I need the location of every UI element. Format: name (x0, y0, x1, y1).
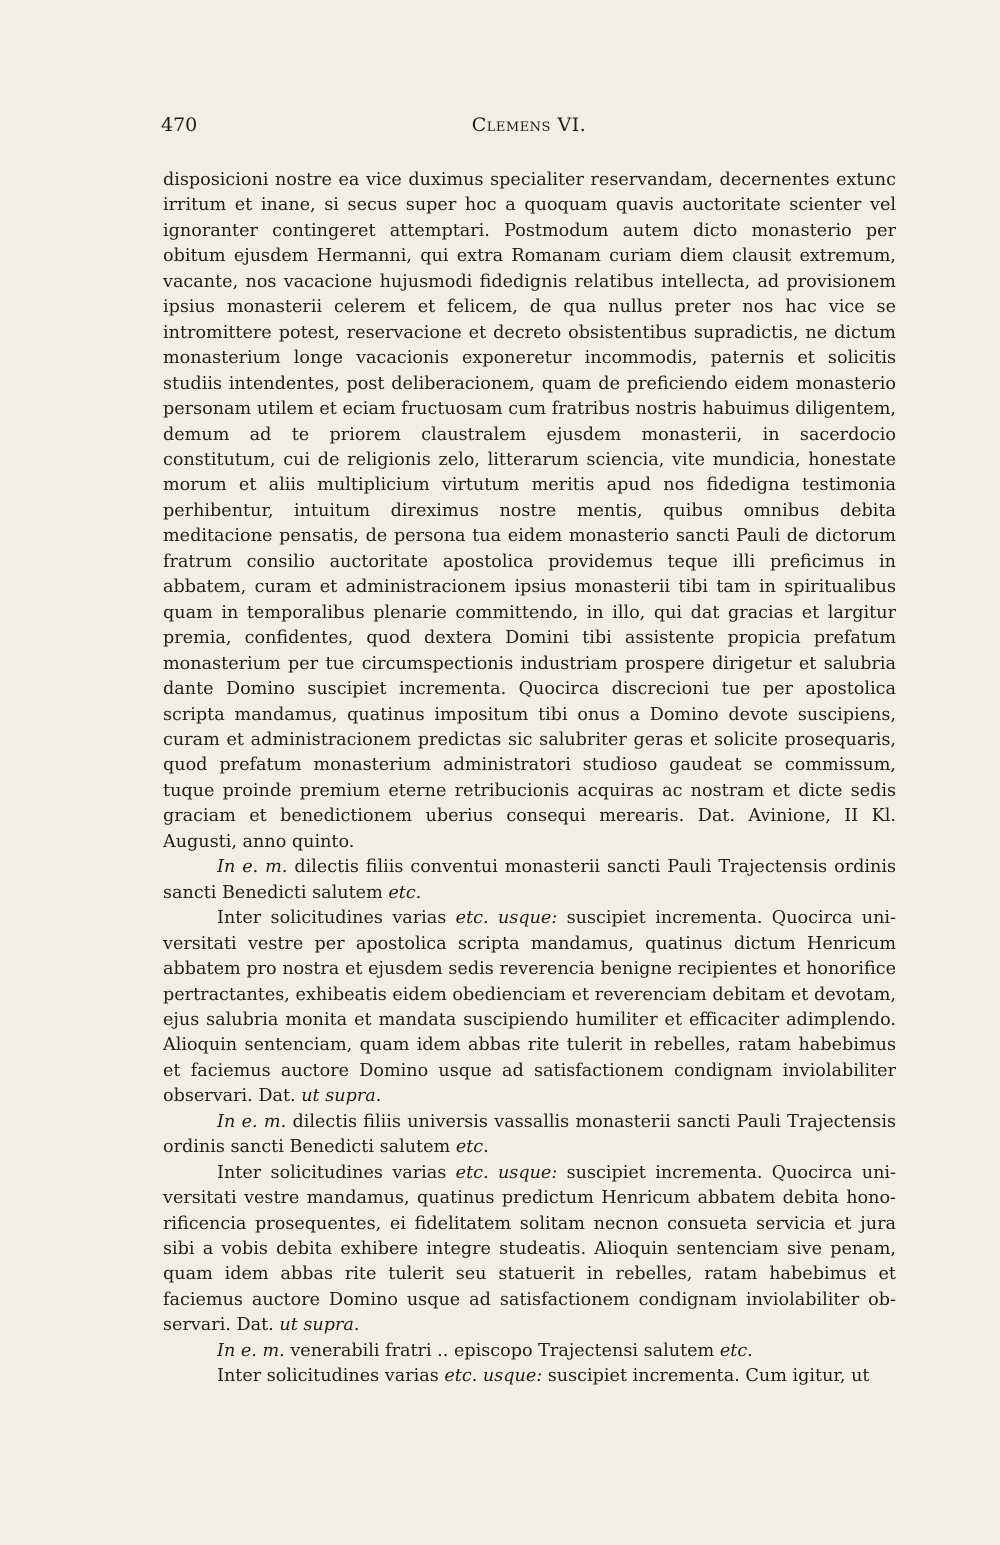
text-segment: dilectis filiis conventui monasterii sancti Pauli Trajectensis ordinis sancti Benedicti salutem (163, 857, 897, 903)
text-segment: suscipiet incrementa. Cum igitur, ut (542, 1366, 870, 1387)
text-segment: disposicioni nostre ea vice duximus specialiter reservandam, decernentes extunc irritum et inane, si secus super hoc a quoquam quavis auctoritate scienter vel ignoranter contingeret attemptari. Postmodum autem dicto monasterio per obitum ejusdem Hermanni, qui extra Romanam curiam diem clausit extremum, vacante, nos vacacione hujusmodi fidedignis relatibus intellecta, ad provisionem ipsius monasterii celerem et felicem, de qua nullus preter nos hac vice se intromittere potest, reservacione et decreto obsistentibus supradictis, ne dictum monasterium longe vacacionis exponeretur incommodis, paternis et solicitis studiis intendentes, post deliberacionem, quam de preficiendo eidem monasterio personam utilem et eciam fructuosam cum fratribus nostris habuimus diligentem, demum ad te priorem claustralem ejusdem monasterii, in sacerdocio constitutum, cui de religionis zelo, litterarum sciencia, vite mundicia, honestate morum et aliis multiplicium virtutum meritis apud nos fidedigna testimonia perhibentur, intuitum direximus nostre mentis, quibus omnibus debita meditacione pensatis, de persona tua eidem monasterio sancti Pauli de dictorum fratrum consilio auctoritate apostolica providemus teque illi preficimus in abbatem, curam et administracionem ipsius monasterii tibi tam in spiritualibus quam in temporalibus plenarie committendo, in illo, qui dat gracias et largitur premia, confidentes, quod dextera Domini tibi assistente propicia prefatum monasterium per tue circumspectionis industriam prospere dirigetur et salubria dante Domino suscipiet incrementa. Quocirca discrecioni tue per apostolica scripta mandamus, quatinus impositum tibi onus a Domino devote suscipiens, curam et administracionem predictas sic salubriter geras et solicite prosequaris, quod prefatum monasterium administratori studioso gaudeat se commissum, tuque proinde premium eterne retribucionis acquiras ac nostram et dicte sedis graciam et benedictionem uberius consequi merearis. Dat. Avinione, II Kl. Augusti, anno quinto. (163, 170, 896, 852)
paragraph (163, 1161, 896, 1339)
text-segment: dilectis filiis universis vassallis monasterii sancti Pauli Trajectensis ordinis sancti Benedicti salutem (163, 1111, 896, 1158)
page-header (161, 114, 897, 144)
paragraph (163, 855, 896, 906)
text-segment-italic: etc. (719, 1340, 753, 1361)
text-segment-italic: ut supra. (279, 1315, 360, 1336)
text-segment-italic: In e. m. (217, 1111, 287, 1132)
paragraph (163, 168, 896, 855)
paragraph (163, 906, 896, 1110)
text-segment-italic: In e. m. (217, 857, 288, 878)
text-segment-italic: ut supra. (301, 1086, 382, 1107)
text-segment-italic: etc. (455, 1137, 489, 1158)
running-head: Clemens VI. (471, 114, 587, 136)
text-segment-italic: etc. usque: (455, 1162, 558, 1183)
page-number: 470 (161, 114, 198, 136)
body-text (163, 168, 896, 1390)
text-segment: venerabili fratri .. episcopo Trajectensi salutem (284, 1340, 720, 1361)
text-segment-italic: etc. usque: (455, 908, 558, 929)
text-segment-italic: etc. (388, 882, 422, 903)
paragraph (163, 1110, 896, 1161)
text-segment: suscipiet incrementa. Quocirca universitati vestre per apostolica scripta mandamus, quatinus dictum Henricum abbatem pro nostra et ejusdem sedis reverencia benigne recipientes et honorifice pertractantes, exhibeatis eidem obedienciam et reverenciam debitam et devotam, ejus salubria monita et mandata suscipiendo humiliter et efficaciter adimplendo. Alioquin sentenciam, quam idem abbas rite tulerit in rebelles, ratam habebimus et faciemus auctore Domino usque ad satisfactionem condignam inviolabiliter observari. Dat. (163, 908, 896, 1107)
text-segment-italic: In e. m. (217, 1340, 285, 1361)
text-segment-italic: etc. usque: (444, 1366, 543, 1387)
paragraph (163, 1364, 896, 1389)
text-segment: Inter solicitudines varias (217, 908, 456, 929)
text-segment: suscipiet incrementa. Quocirca universitati vestre mandamus, quatinus predictum Henricum abbatem debita honorificencia prosequentes, ei fidelitatem solitam necnon consueta servicia et jura sibi a vobis debita exhibere integre studeatis. Alioquin sentenciam sive penam, quam idem abbas rite tulerit seu statuerit in rebelles, ratam habebimus et faciemus auctore Domino usque ad satisfactionem condignam inviolabiliter observari. Dat. (163, 1162, 896, 1336)
text-segment: Inter solicitudines varias (217, 1366, 445, 1387)
text-segment: Inter solicitudines varias (217, 1162, 456, 1183)
paragraph (163, 1339, 896, 1364)
